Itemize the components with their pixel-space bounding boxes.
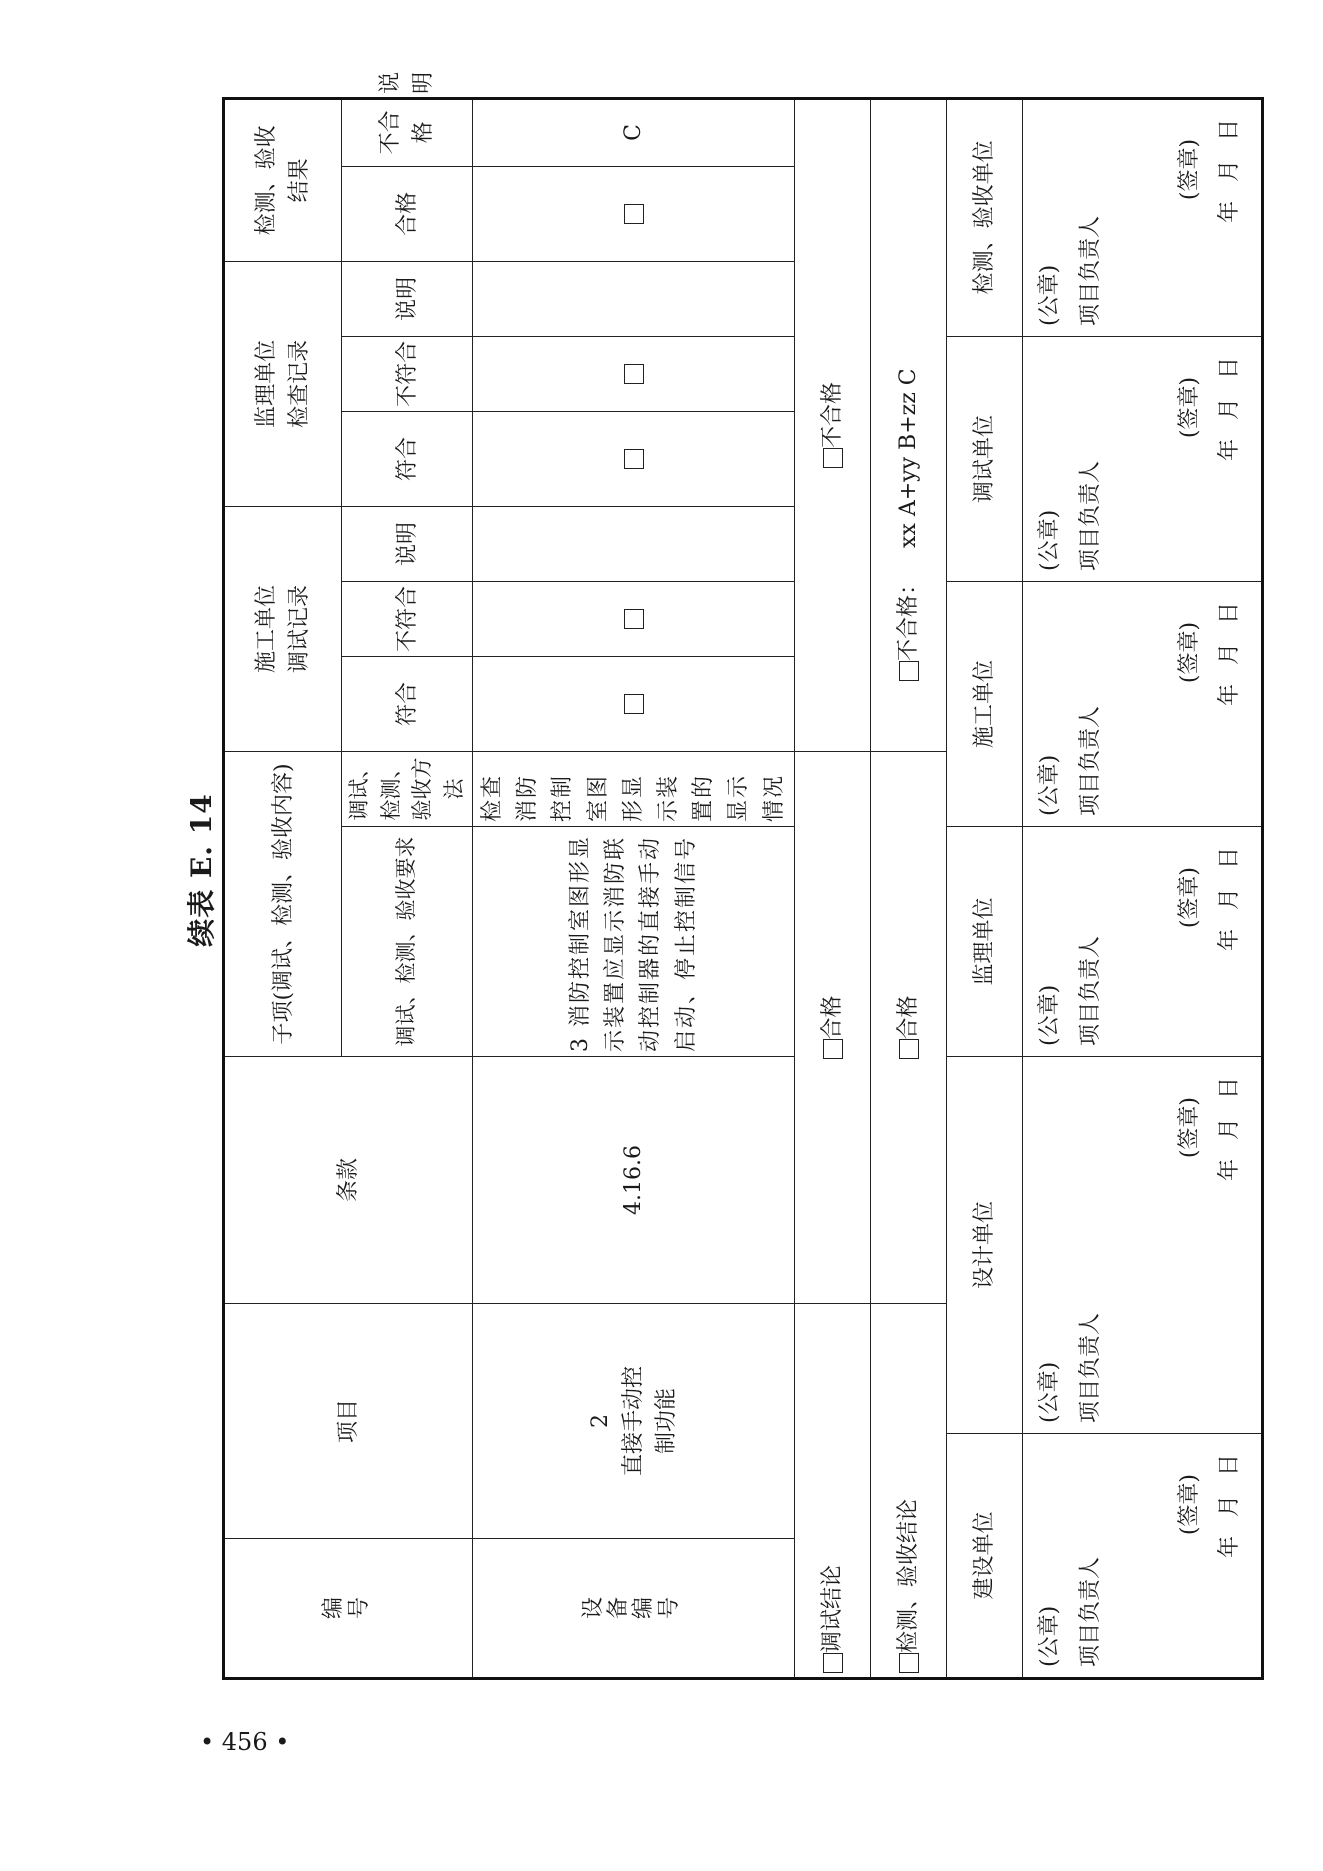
score-formula: xx A+yy B+zz C [895, 368, 921, 548]
construction-note-cell[interactable] [473, 506, 795, 581]
unit-name-4: 调试单位 [946, 336, 1022, 581]
debug-conclusion-label: 调试结论 [794, 1303, 870, 1678]
project-name: 直接手动控制功能 [620, 1366, 679, 1477]
header-clause: 条款 [224, 1056, 473, 1303]
clause-cell: 4.16.6 [473, 1056, 795, 1303]
header-method: 调试、检测、验收方法 [342, 751, 473, 826]
header-pass: 合格 [342, 166, 473, 261]
header-supervision-record: 监理单位 检查记录 [224, 261, 342, 506]
project-number: 2 [587, 1414, 613, 1428]
check-conclusion-label: 检测、验收结论 [870, 1303, 946, 1678]
header-note-construction: 说明 [342, 506, 473, 581]
requirement-cell: 3 消防控制室图形显示装置应显示消防联动控制器的直接手动启动、停止控制信号 [473, 826, 795, 1056]
debug-fail-checkbox[interactable] [823, 448, 843, 468]
check-pass-checkbox[interactable] [899, 1039, 919, 1059]
header-project: 项目 [224, 1303, 473, 1538]
unit-signature-1: (公章) 项目负责人 (签章) 年 月 日 [1022, 1056, 1262, 1433]
check-fail-checkbox[interactable] [899, 661, 919, 681]
table-title: 续表 E. 14 [185, 793, 218, 947]
header-note-supervision: 说明 [342, 261, 473, 336]
inspection-fail-mark: C [473, 98, 795, 166]
unit-name-2: 监理单位 [946, 826, 1022, 1056]
unit-signature-4: (公章) 项目负责人 (签章) 年 月 日 [1022, 336, 1262, 581]
check-pass-cell: 合格 [870, 751, 946, 1303]
header-id: 编号 [224, 1539, 473, 1679]
unit-signature-0: (公章) 项目负责人 (签章) 年 月 日 [1022, 1434, 1262, 1679]
header-conform-construction: 符合 [342, 656, 473, 751]
unit-name-1: 设计单位 [946, 1056, 1022, 1433]
check-conclusion-checkbox[interactable] [899, 1653, 919, 1673]
page-number: • 456 • [200, 1728, 290, 1756]
header-fail: 不合格 [342, 98, 473, 166]
supervision-note-cell[interactable] [473, 261, 795, 336]
header-conform-supervision: 符合 [342, 411, 473, 506]
construction-nonconform-checkbox[interactable] [473, 581, 795, 656]
debug-pass-checkbox[interactable] [823, 1039, 843, 1059]
debug-conclusion-checkbox[interactable] [823, 1653, 843, 1673]
header-sub-item: 子项(调试、检测、验收内容) [224, 751, 342, 1056]
check-fail-cell: 不合格： xx A+yy B+zz C [870, 98, 946, 751]
header-inspection-result: 检测、验收 结果 [224, 98, 342, 261]
unit-name-3: 施工单位 [946, 581, 1022, 826]
inspection-form-table: 编号 项目 条款 子项(调试、检测、验收内容) 施工单位 调试记录 监理单位 检查记录 检测、验收 结果 调试、检测、验收要求 调试、检测、验收方法 符合 不符合 说明 符合 不符合 说明 合格 不合格 说明 设备编号 2 直接手动控制功能 4.16.6 3 消防控制室图形显示装置应显示消防联动控制器的直接手动启动、停止控制信号 检查消防控制室图形显示装置的显示情况 C 调试结论 合格 不合格 检测、验收结论 合格 不合格： xx A+yy B+zz C 建设单位 设计单位 监理单位 施工单位 调试单位 检测、验收单位 (公章) 项目负责人 (签章) 年 月 日 (公章) 项目负责人 (签章) 年 月 日 (公章) 项目负责人 (签章) 年 月 日 (公章) 项目负责人 (签章) 年 月 日 (公章) 项目负责人 (签章) 年 月 日 (公章) 项目负责人 (签章) 年 月 日 [222, 97, 1264, 1680]
header-construction-record: 施工单位 调试记录 [224, 506, 342, 751]
construction-conform-checkbox[interactable] [473, 656, 795, 751]
unit-name-0: 建设单位 [946, 1434, 1022, 1679]
inspection-pass-checkbox[interactable] [473, 166, 795, 261]
method-cell: 检查消防控制室图形显示装置的显示情况 [473, 751, 795, 826]
debug-pass-cell: 合格 [794, 751, 870, 1303]
unit-name-5: 检测、验收单位 [946, 98, 1022, 336]
rotated-form [222, 71, 1242, 1680]
supervision-conform-checkbox[interactable] [473, 411, 795, 506]
debug-fail-cell: 不合格 [794, 98, 870, 751]
project-cell [473, 1303, 795, 1538]
device-id-cell: 设备编号 [473, 1539, 795, 1679]
header-requirement: 调试、检测、验收要求 [342, 826, 473, 1056]
supervision-nonconform-checkbox[interactable] [473, 336, 795, 411]
unit-signature-2: (公章) 项目负责人 (签章) 年 月 日 [1022, 826, 1262, 1056]
unit-signature-5: (公章) 项目负责人 (签章) 年 月 日 [1022, 98, 1262, 336]
header-nonconform-supervision: 不符合 [342, 336, 473, 411]
unit-signature-3: (公章) 项目负责人 (签章) 年 月 日 [1022, 581, 1262, 826]
header-nonconform-construction: 不符合 [342, 581, 473, 656]
